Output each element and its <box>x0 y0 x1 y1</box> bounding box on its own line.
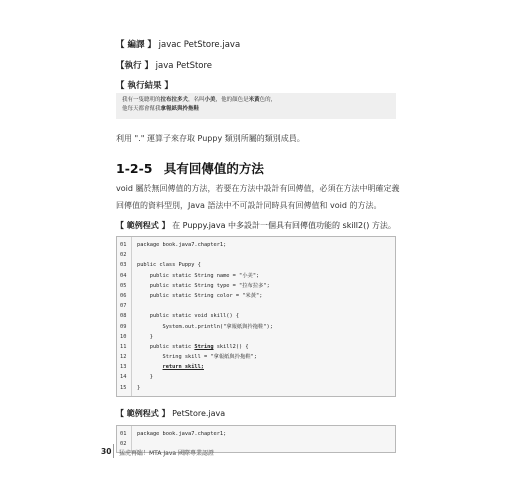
result-line <box>116 79 173 91</box>
line-number: 01 <box>120 242 127 248</box>
code-line <box>117 372 395 382</box>
code-line <box>117 281 395 291</box>
line-number: 03 <box>120 262 127 269</box>
code-text: } <box>137 384 141 391</box>
line-number: 07 <box>120 303 127 310</box>
line-number: 12 <box>120 354 127 361</box>
line-number: 15 <box>120 384 127 391</box>
footer-divider <box>113 444 114 458</box>
code-line <box>117 301 395 311</box>
page-number: 30 <box>101 447 112 456</box>
code-text: } <box>137 333 153 340</box>
code-text: package book.java7.chapter1; <box>137 431 227 437</box>
compile-command: javac PetStore.java <box>158 40 241 50</box>
section-title: 具有回傳值的方法 <box>163 161 264 176</box>
run-line <box>116 59 212 71</box>
compile-label: 【 編譯 】 <box>116 40 156 50</box>
example1-line <box>116 220 396 231</box>
example2-line <box>116 408 225 419</box>
code-text: public static String skill2() { <box>137 343 249 350</box>
code-line <box>117 291 395 301</box>
line-number: 06 <box>120 292 127 299</box>
code-line <box>117 271 395 281</box>
code-line <box>117 362 395 372</box>
run-label: 【執行 】 <box>116 61 153 71</box>
code-text: public static void skill() { <box>137 313 240 320</box>
code-line <box>117 342 395 352</box>
result-label: 【 執行結果 】 <box>116 81 173 91</box>
paragraph-line-1: void 屬於無回傳值的方法，若要在方法中設計有回傳值，必須在方法中明確定義 <box>116 184 400 193</box>
code-text: System.out.println("拿報紙與拎拖鞋"); <box>137 323 273 330</box>
run-command: java PetStore <box>155 61 213 71</box>
code-text: String skill = "拿報紙與拎拖鞋"; <box>137 354 257 361</box>
line-number: 01 <box>120 431 127 437</box>
line-number: 13 <box>120 364 127 371</box>
section-heading <box>116 159 264 177</box>
code-text: return skill; <box>162 364 204 371</box>
line-number: 09 <box>120 323 127 330</box>
code-line <box>117 260 395 270</box>
compile-line <box>116 38 240 50</box>
code-line <box>117 383 395 393</box>
code-line <box>117 352 395 362</box>
example1-label: 【 範例程式 】 <box>116 221 170 230</box>
line-number: 02 <box>120 252 127 259</box>
result-output-line-2: 他每天都會幫我拿報紙與拎拖鞋 <box>122 106 200 112</box>
code-text: public class Puppy { <box>137 262 201 269</box>
code-text: package book.java7.chapter1; <box>137 242 227 248</box>
line-number: 14 <box>120 374 127 381</box>
code-text: public static String color = "米黃"; <box>137 292 263 299</box>
code-line <box>117 250 395 260</box>
line-number: 05 <box>120 282 127 289</box>
paragraph-line-2: 回傳值的資料型別，Java 語法中不可設計同時具有回傳值和 void 的方法。 <box>116 201 382 210</box>
code-line <box>117 311 395 321</box>
code-line <box>117 322 395 332</box>
book-title: 猛虎再臨！MTA Java 國際專業認證 <box>119 450 214 457</box>
example2-description: PetStore.java <box>172 409 226 418</box>
paragraph-return-value <box>116 180 399 214</box>
code-line <box>117 240 395 250</box>
paragraph-dot-operator: 利用 "." 運算子來存取 Puppy 類別所屬的類別成員。 <box>116 134 305 143</box>
line-number: 10 <box>120 333 127 340</box>
result-output-line-1: 我有一隻聰明的拉布拉多犬，名叫小美，他的顏色是米黃色的， <box>122 97 277 103</box>
code-listing-puppy <box>116 236 396 397</box>
code-text: public static String type = "拉布拉多"; <box>137 282 270 289</box>
line-number: 04 <box>120 272 127 279</box>
line-number: 08 <box>120 313 127 320</box>
code-line <box>117 429 395 439</box>
line-number: 11 <box>120 343 127 350</box>
code-text: } <box>137 374 153 381</box>
example2-label: 【 範例程式 】 <box>116 409 170 418</box>
example1-description: 在 Puppy.java 中多設計一個具有回傳值功能的 skill2() 方法。 <box>172 221 396 230</box>
execution-result-box <box>116 93 396 119</box>
code-text: public static String name = "小美"; <box>137 272 260 279</box>
code-line <box>117 332 395 342</box>
section-number: 1-2-5 <box>116 161 153 176</box>
line-number: 02 <box>120 441 127 448</box>
